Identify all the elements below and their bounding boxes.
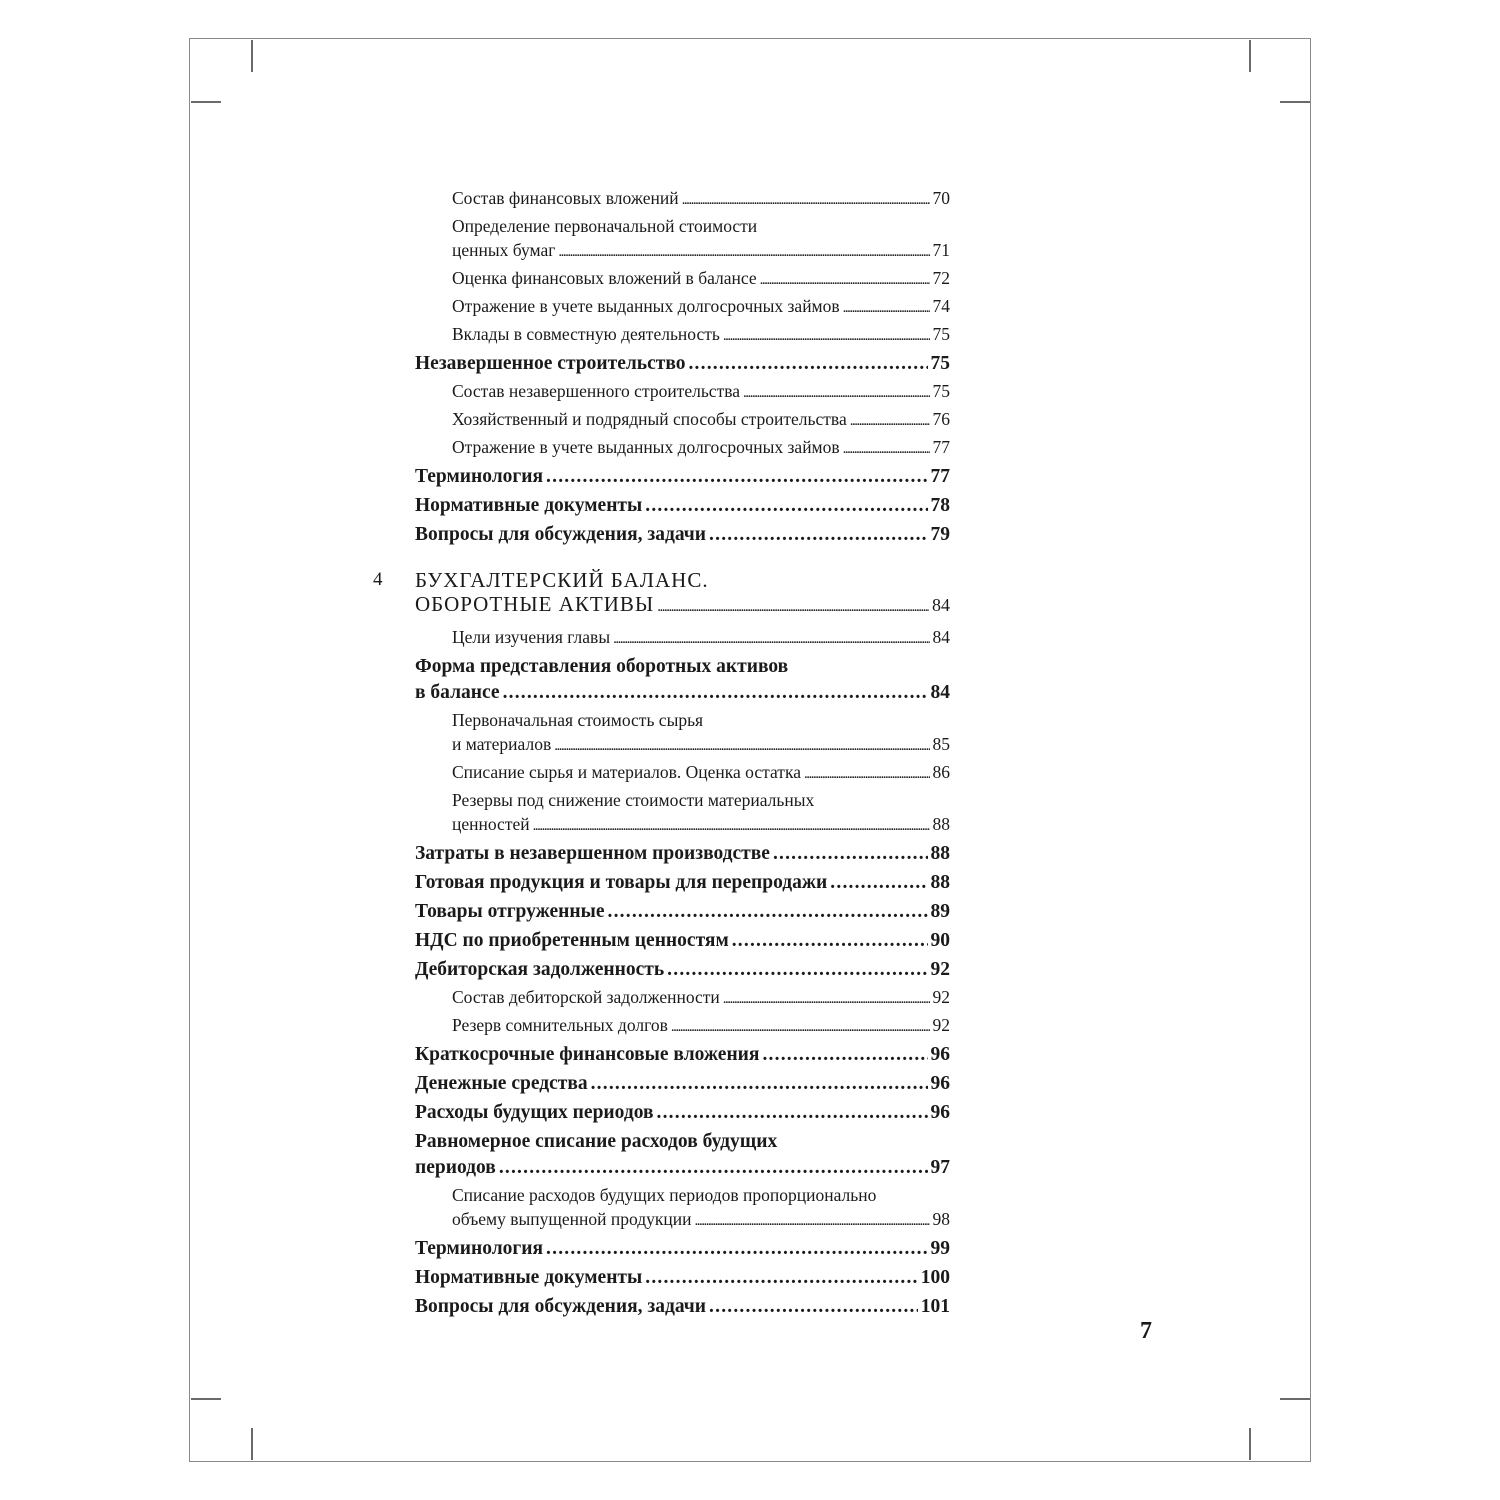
toc-title: Денежные средства: [415, 1073, 588, 1094]
toc-subsection[interactable]: [452, 708, 950, 758]
toc-title-line: БУХГАЛТЕРСКИЙ БАЛАНС.: [415, 568, 709, 592]
toc-page-number: 98: [932, 1209, 950, 1229]
toc-section[interactable]: [415, 493, 950, 519]
table-of-contents: [360, 184, 950, 1320]
dot-leader: [499, 1155, 928, 1181]
toc-page-number: 77: [932, 437, 950, 457]
toc-title-line: Равномерное списание расходов будущих: [415, 1131, 778, 1152]
toc-title: Оценка финансовых вложений в балансе: [452, 268, 757, 288]
toc-section[interactable]: [415, 870, 950, 896]
toc-page-number: 92: [932, 987, 950, 1007]
toc-section[interactable]: [415, 1294, 950, 1320]
dot-leader: [546, 464, 927, 490]
toc-title: Резерв сомнительных долгов: [452, 1015, 668, 1035]
toc-title: в балансе: [415, 682, 500, 703]
toc-subsection[interactable]: [452, 322, 950, 348]
toc-subsection[interactable]: [452, 379, 950, 405]
dot-leader: [773, 841, 928, 867]
toc-title: Вопросы для обсуждения, задачи: [415, 1296, 707, 1317]
toc-page-number: 86: [932, 762, 950, 782]
toc-title: Затраты в незавершенном производстве: [415, 843, 770, 864]
toc-page-number: 92: [930, 959, 950, 980]
toc-subsection[interactable]: [452, 186, 950, 212]
toc-title-line: Первоначальная стоимость сырья: [452, 710, 704, 730]
toc-title: объему выпущенной продукции: [452, 1209, 692, 1229]
toc-title: Отражение в учете выданных долгосрочных займов: [452, 296, 840, 316]
dot-leader: [608, 899, 928, 925]
toc-subsection[interactable]: [452, 760, 950, 786]
dot-leader: [682, 188, 930, 212]
toc-title: ценных бумаг: [452, 240, 556, 260]
toc-section[interactable]: [415, 1100, 950, 1126]
toc-section[interactable]: [415, 522, 950, 548]
dot-leader: [732, 928, 928, 954]
dot-leader: [709, 522, 927, 548]
toc-page-number: 85: [932, 734, 950, 754]
dot-leader: [760, 268, 930, 292]
toc-title: Вклады в совместную деятельность: [452, 324, 720, 344]
toc-page-number: 100: [920, 1267, 950, 1288]
toc-page-number: 78: [930, 495, 950, 516]
toc-section[interactable]: [415, 841, 950, 867]
dot-leader: [533, 814, 930, 838]
toc-subsection[interactable]: [452, 435, 950, 461]
toc-page-number: 71: [932, 240, 950, 260]
toc-page-number: 96: [930, 1102, 950, 1123]
toc-section[interactable]: [415, 1071, 950, 1097]
toc-subsection[interactable]: [452, 407, 950, 433]
dot-leader: [723, 324, 930, 348]
dot-leader: [645, 1265, 918, 1291]
chapter-number: 4: [373, 569, 384, 590]
crop-mark: [1280, 1398, 1310, 1400]
toc-section[interactable]: [415, 1265, 950, 1291]
toc-section[interactable]: [415, 351, 950, 377]
dot-leader: [558, 240, 929, 264]
toc-title: ценностей: [452, 814, 530, 834]
toc-title: Готовая продукция и товары для перепродажи: [415, 872, 828, 893]
dot-leader: [843, 296, 930, 320]
toc-section[interactable]: [415, 957, 950, 983]
toc-section[interactable]: [415, 928, 950, 954]
toc-title-line: Форма представления оборотных активов: [415, 656, 789, 677]
toc-title: Отражение в учете выданных долгосрочных займов: [452, 437, 840, 457]
dot-leader: [694, 1209, 929, 1233]
toc-title: Нормативные документы: [415, 1267, 643, 1288]
toc-section[interactable]: [415, 1129, 950, 1181]
toc-title: Состав дебиторской задолженности: [452, 987, 720, 1007]
page-number: 7: [1140, 1318, 1152, 1344]
toc-page-number: 97: [930, 1157, 950, 1178]
dot-leader: [804, 762, 930, 786]
toc-page-number: 90: [930, 930, 950, 951]
dot-leader: [645, 493, 927, 519]
toc-subsection[interactable]: [452, 266, 950, 292]
toc-title: Товары отгруженные: [415, 901, 605, 922]
toc-section[interactable]: [415, 1042, 950, 1068]
crop-mark: [1280, 101, 1310, 103]
toc-page-number: 101: [920, 1296, 950, 1317]
toc-page-number: 72: [932, 268, 950, 288]
toc-section[interactable]: [415, 1236, 950, 1262]
toc-page-number: 92: [932, 1015, 950, 1035]
toc-subsection[interactable]: [452, 214, 950, 264]
toc-title: Вопросы для обсуждения, задачи: [415, 524, 707, 545]
toc-subsection[interactable]: [452, 788, 950, 838]
toc-page-number: 99: [930, 1238, 950, 1259]
toc-page-number: 96: [930, 1073, 950, 1094]
dot-leader: [667, 957, 927, 983]
toc-subsection[interactable]: [452, 985, 950, 1011]
toc-page-number: 70: [932, 188, 950, 208]
toc-page-number: 79: [930, 524, 950, 545]
dot-leader: [830, 870, 927, 896]
toc-page-number: 75: [932, 381, 950, 401]
crop-mark: [251, 1428, 253, 1460]
toc-page-number: 89: [930, 901, 950, 922]
crop-mark: [1249, 40, 1251, 72]
toc-subsection[interactable]: [452, 625, 950, 651]
dot-leader: [503, 680, 928, 706]
toc-title: Состав финансовых вложений: [452, 188, 679, 208]
toc-subsection[interactable]: [452, 294, 950, 320]
toc-page-number: 76: [932, 409, 950, 429]
toc-title: Незавершенное строительство: [415, 353, 686, 374]
crop-mark: [191, 1398, 221, 1400]
toc-title: Списание сырья и материалов. Оценка остатка: [452, 762, 801, 782]
crop-mark: [1249, 1428, 1251, 1460]
dot-leader: [843, 437, 930, 461]
dot-leader: [554, 734, 929, 758]
toc-title: Хозяйственный и подрядный способы строительства: [452, 409, 847, 429]
toc-title: Расходы будущих периодов: [415, 1102, 654, 1123]
toc-chapter[interactable]: [360, 568, 950, 619]
toc-page-number: 75: [932, 324, 950, 344]
dot-leader: [723, 987, 930, 1011]
toc-page-number: 77: [930, 466, 950, 487]
toc-title: ОБОРОТНЫЕ АКТИВЫ: [415, 592, 655, 616]
dot-leader: [657, 595, 929, 619]
crop-mark: [191, 101, 221, 103]
toc-subsection[interactable]: [452, 1013, 950, 1039]
dot-leader: [709, 1294, 918, 1320]
dot-leader: [762, 1042, 927, 1068]
toc-title: Нормативные документы: [415, 495, 643, 516]
toc-page-number: 88: [930, 843, 950, 864]
toc-page-number: 88: [932, 814, 950, 834]
toc-title-line: Резервы под снижение стоимости материальных: [452, 790, 815, 810]
crop-mark: [251, 40, 253, 72]
toc-title-line: Списание расходов будущих периодов пропорционально: [452, 1185, 877, 1205]
dot-leader: [688, 351, 927, 377]
toc-section[interactable]: [415, 654, 950, 706]
toc-title: Дебиторская задолженность: [415, 959, 665, 980]
toc-page-number: 84: [932, 627, 950, 647]
dot-leader: [671, 1015, 930, 1039]
dot-leader: [657, 1100, 928, 1126]
toc-page-number: 75: [930, 353, 950, 374]
toc-title: Цели изучения главы: [452, 627, 611, 647]
toc-page-number: 88: [930, 872, 950, 893]
dot-leader: [743, 381, 929, 405]
dot-leader: [613, 627, 929, 651]
toc-title-line: Определение первоначальной стоимости: [452, 216, 758, 236]
toc-title: периодов: [415, 1157, 496, 1178]
toc-title: НДС по приобретенным ценностям: [415, 930, 729, 951]
toc-page-number: 84: [932, 595, 950, 615]
toc-page-number: 84: [930, 682, 950, 703]
toc-title: Терминология: [415, 466, 544, 487]
toc-title: Состав незавершенного строительства: [452, 381, 741, 401]
dot-leader: [850, 409, 930, 433]
toc-section[interactable]: [415, 464, 950, 490]
toc-title: Краткосрочные финансовые вложения: [415, 1044, 760, 1065]
dot-leader: [591, 1071, 928, 1097]
toc-page-number: 74: [932, 296, 950, 316]
toc-title: Терминология: [415, 1238, 544, 1259]
toc-title: и материалов: [452, 734, 552, 754]
toc-subsection[interactable]: [452, 1183, 950, 1233]
toc-page-number: 96: [930, 1044, 950, 1065]
toc-section[interactable]: [415, 899, 950, 925]
dot-leader: [546, 1236, 927, 1262]
